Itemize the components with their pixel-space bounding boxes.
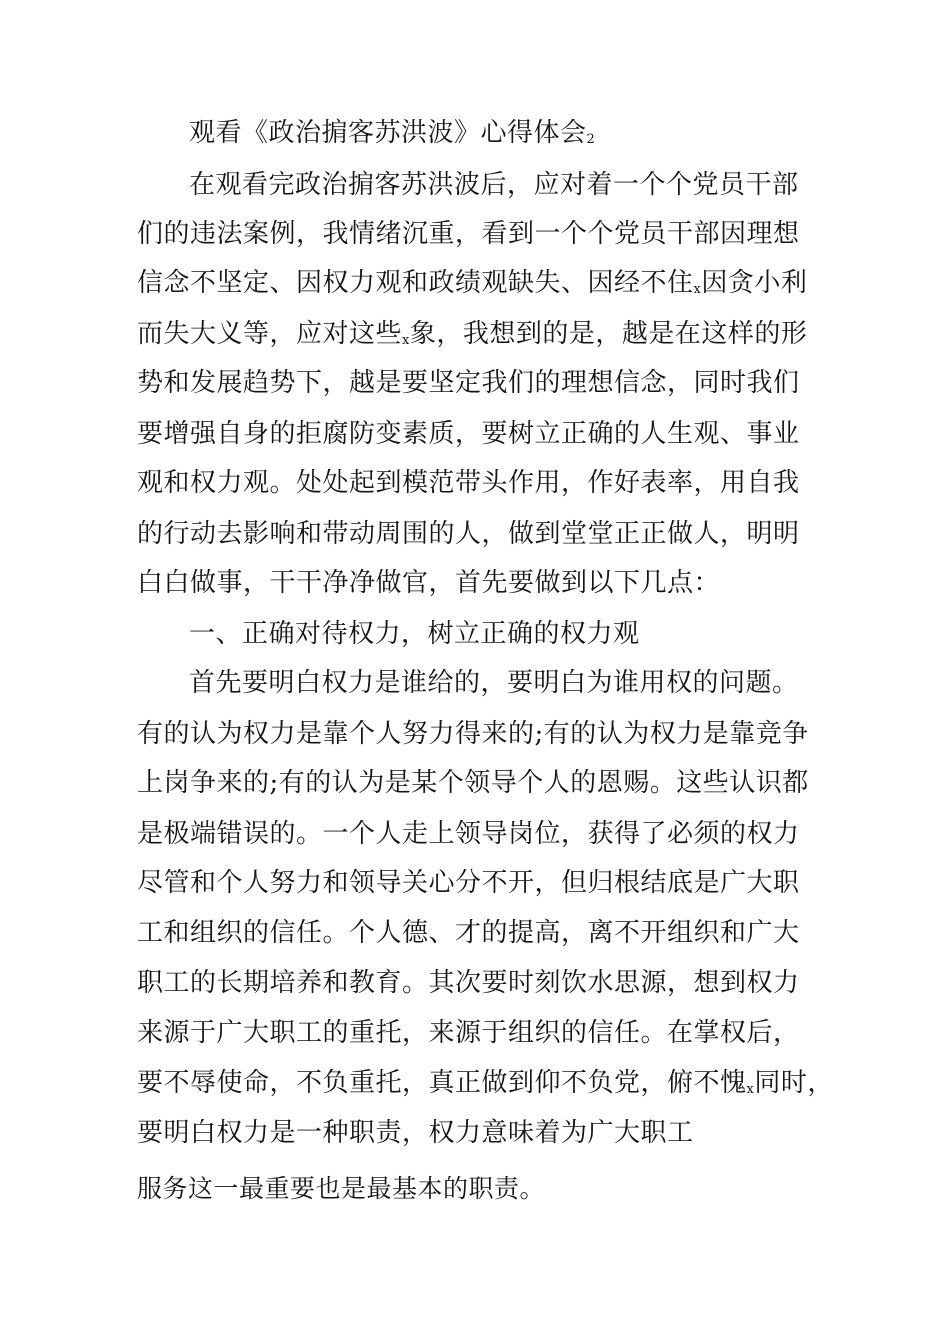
paragraph-line: 势和发展趋势下，越是要坚定我们的理想信念，同时我们 (137, 368, 800, 398)
line-segment: 而失大义等，应对这些 (137, 319, 403, 349)
paragraph-line: 有的认为权力是靠个人努力得来的;有的认为权力是靠竞争 (137, 719, 809, 749)
paragraph-line: 来源于广大职工的重托，来源于组织的信任。在掌权后， (137, 1018, 800, 1048)
line-segment: 要不辱使命，不负重托，真正做到仰不负党，俯不愧 (137, 1068, 747, 1098)
paragraph-line: 工和组织的信任。个人德、才的提高，离不开组织和广大 (137, 918, 800, 948)
paragraph-line: 尽管和个人努力和领导关心分不开，但归根结底是广大职 (137, 868, 800, 898)
paragraph-line: 观和权力观。处处起到模范带头作用，作好表率，用自我 (137, 468, 800, 498)
line-segment: 同时， (754, 1068, 834, 1098)
small-mark: x (746, 1082, 755, 1097)
paragraph-line: 要明白权力是一种职责，权力意味着为广大职工 (137, 1118, 694, 1148)
paragraph-line: 们的违法案例，我情绪沉重，看到一个个党员干部因理想 (137, 219, 800, 249)
paragraph-line: 职工的长期培养和教育。其次要时刻饮水思源，想到权力 (137, 968, 800, 998)
paragraph-line: 上岗争来的;有的认为是某个领导个人的恩赐。这些认识都 (137, 768, 809, 798)
document-title (189, 117, 595, 154)
paragraph-line: 是极端错误的。一个人走上领导岗位，获得了必须的权力 (137, 819, 800, 849)
paragraph-line: 要增强自身的拒腐防变素质，要树立正确的人生观、事业 (137, 419, 800, 449)
paragraph-line: 首先要明白权力是谁给的，要明白为谁用权的问题。 (189, 668, 799, 698)
title-suffix: 2 (586, 132, 596, 147)
paragraph-line: 服务这一最重要也是最基本的职责。 (137, 1174, 546, 1203)
section-heading: 一、正确对待权力，树立正确的权力观 (189, 619, 640, 649)
title-text: 观看《政治掮客苏洪波》心得体会 (189, 118, 587, 148)
small-mark: x (402, 333, 410, 348)
line-segment: 象，我想到的是，越是在这样的形 (409, 319, 808, 349)
line-segment: 因贪小利 (701, 268, 808, 298)
paragraph-line (137, 267, 807, 304)
line-segment: 信念不坚定、因权力观和政绩观缺失、因经不住 (137, 268, 694, 298)
paragraph-line (137, 318, 807, 355)
paragraph-line (137, 1067, 834, 1104)
small-mark: x (693, 282, 702, 297)
paragraph-line: 的行动去影响和带动周围的人，做到堂堂正正做人，明明 (137, 519, 800, 549)
paragraph-line: 在观看完政治掮客苏洪波后，应对着一个个党员干部 (189, 170, 799, 200)
paragraph-line: 白白做事，干干净净做官，首先要做到以下几点： (137, 568, 721, 598)
